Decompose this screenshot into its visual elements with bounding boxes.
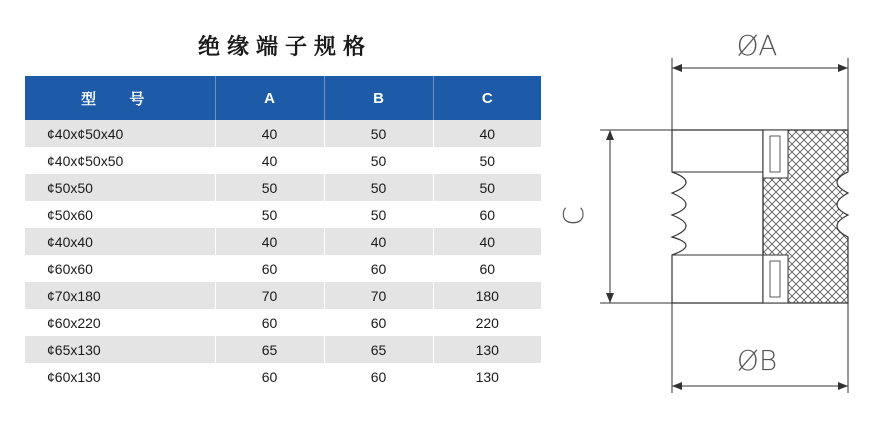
- table-row: [25, 120, 541, 147]
- arrow-icon: [838, 382, 848, 390]
- cell-model: ¢50x50: [25, 174, 215, 201]
- cell-a: 40: [215, 147, 324, 174]
- cell-a: 40: [215, 120, 324, 147]
- arrow-icon: [838, 64, 848, 72]
- cell-model: ¢60x60: [25, 255, 215, 282]
- cell-model: ¢50x60: [25, 201, 215, 228]
- cell-b: 65: [324, 336, 433, 363]
- top-insert-thread: [770, 136, 780, 172]
- table-row: [25, 255, 541, 282]
- cell-b: 50: [324, 147, 433, 174]
- cell-b: 50: [324, 174, 433, 201]
- label-c: C: [557, 206, 590, 226]
- table-header-row: [25, 76, 541, 120]
- arrow-icon: [606, 130, 614, 140]
- header-b: B: [324, 76, 433, 120]
- cell-c: 180: [433, 282, 541, 309]
- label-a: ØA: [736, 29, 778, 62]
- arrow-icon: [672, 64, 682, 72]
- cell-a: 50: [215, 174, 324, 201]
- cell-c: 50: [433, 147, 541, 174]
- table-row: [25, 363, 541, 390]
- table-row: [25, 201, 541, 228]
- cell-a: 70: [215, 282, 324, 309]
- cell-a: 60: [215, 255, 324, 282]
- cell-b: 60: [324, 309, 433, 336]
- table-row: [25, 228, 541, 255]
- header-c: C: [433, 76, 541, 120]
- bottom-insert-thread: [770, 261, 780, 297]
- cell-b: 60: [324, 255, 433, 282]
- cell-b: 50: [324, 120, 433, 147]
- terminal-diagram: [555, 0, 894, 433]
- cell-a: 60: [215, 309, 324, 336]
- cell-b: 60: [324, 363, 433, 390]
- cell-c: 50: [433, 174, 541, 201]
- body-outline: [672, 130, 763, 303]
- table-row: [25, 174, 541, 201]
- cell-a: 60: [215, 363, 324, 390]
- cell-b: 70: [324, 282, 433, 309]
- cell-b: 40: [324, 228, 433, 255]
- table-row: [25, 336, 541, 363]
- cell-model: ¢40x40: [25, 228, 215, 255]
- cell-c: 60: [433, 255, 541, 282]
- header-a: A: [215, 76, 324, 120]
- cell-c: 220: [433, 309, 541, 336]
- page-title: 绝缘端子规格: [197, 35, 372, 60]
- cell-a: 65: [215, 336, 324, 363]
- cell-model: ¢40x¢50x50: [25, 147, 215, 174]
- cell-model: ¢60x220: [25, 309, 215, 336]
- table-row: [25, 282, 541, 309]
- cell-model: ¢60x130: [25, 363, 215, 390]
- header-model: 型 号: [25, 76, 215, 120]
- label-b: ØB: [736, 344, 778, 377]
- cell-c: 40: [433, 120, 541, 147]
- cell-a: 40: [215, 228, 324, 255]
- cell-a: 50: [215, 201, 324, 228]
- cell-c: 130: [433, 363, 541, 390]
- arrow-icon: [606, 293, 614, 303]
- spec-table: [25, 76, 541, 390]
- cell-c: 40: [433, 228, 541, 255]
- cell-b: 50: [324, 201, 433, 228]
- cell-model: ¢40x¢50x40: [25, 120, 215, 147]
- arrow-icon: [672, 382, 682, 390]
- table-row: [25, 147, 541, 174]
- table-row: [25, 309, 541, 336]
- cell-c: 130: [433, 336, 541, 363]
- cell-model: ¢65x130: [25, 336, 215, 363]
- cell-c: 60: [433, 201, 541, 228]
- cell-model: ¢70x180: [25, 282, 215, 309]
